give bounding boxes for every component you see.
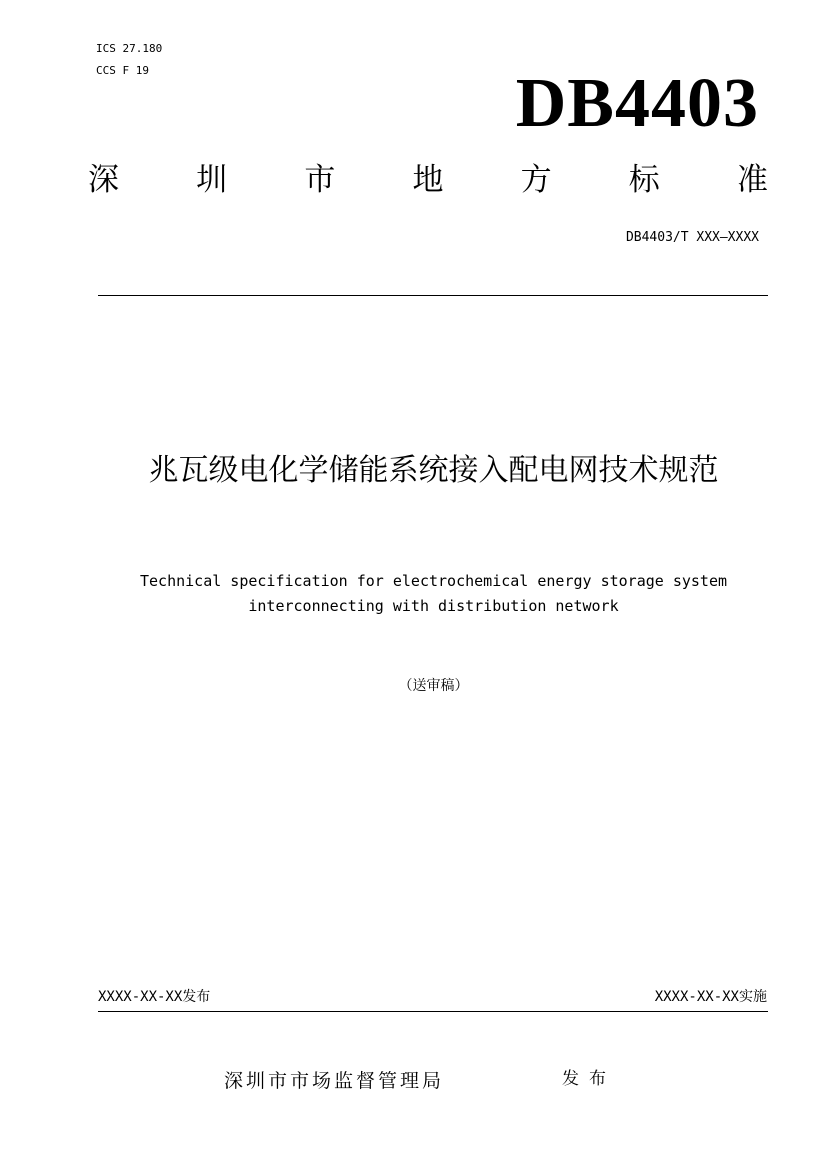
standard-type-char: 地 xyxy=(412,162,444,198)
issue-label: 发布 xyxy=(562,1069,616,1089)
ccs-code: CCS F 19 xyxy=(96,64,149,77)
english-title-line: Technical specification for electrochemical energy storage system xyxy=(140,572,727,590)
standard-type-heading xyxy=(88,160,768,200)
standard-type-char: 深 xyxy=(88,162,119,198)
header-divider xyxy=(98,295,768,296)
issuing-authority: 深圳市市场监督管理局 xyxy=(224,1070,445,1092)
ics-code: ICS 27.180 xyxy=(96,42,163,55)
standard-logo: DB4403 xyxy=(515,65,759,142)
standard-number: DB4403/T XXX—XXXX xyxy=(625,230,759,245)
standard-type-char: 方 xyxy=(520,162,552,198)
standard-type-char: 准 xyxy=(736,162,768,198)
document-title-chinese: 兆瓦级电化学储能系统接入配电网技术规范 xyxy=(148,453,719,488)
footer-divider xyxy=(98,1011,768,1012)
implementation-date: XXXX-XX-XX实施 xyxy=(654,989,767,1005)
english-title-line: interconnecting with distribution network xyxy=(248,597,619,615)
publish-date: XXXX-XX-XX发布 xyxy=(98,989,211,1005)
draft-status: （送审稿） xyxy=(398,678,469,694)
standard-type-char: 标 xyxy=(628,162,660,198)
standard-type-char: 圳 xyxy=(196,162,228,198)
document-title-english xyxy=(96,569,771,619)
standard-type-char: 市 xyxy=(304,162,336,198)
